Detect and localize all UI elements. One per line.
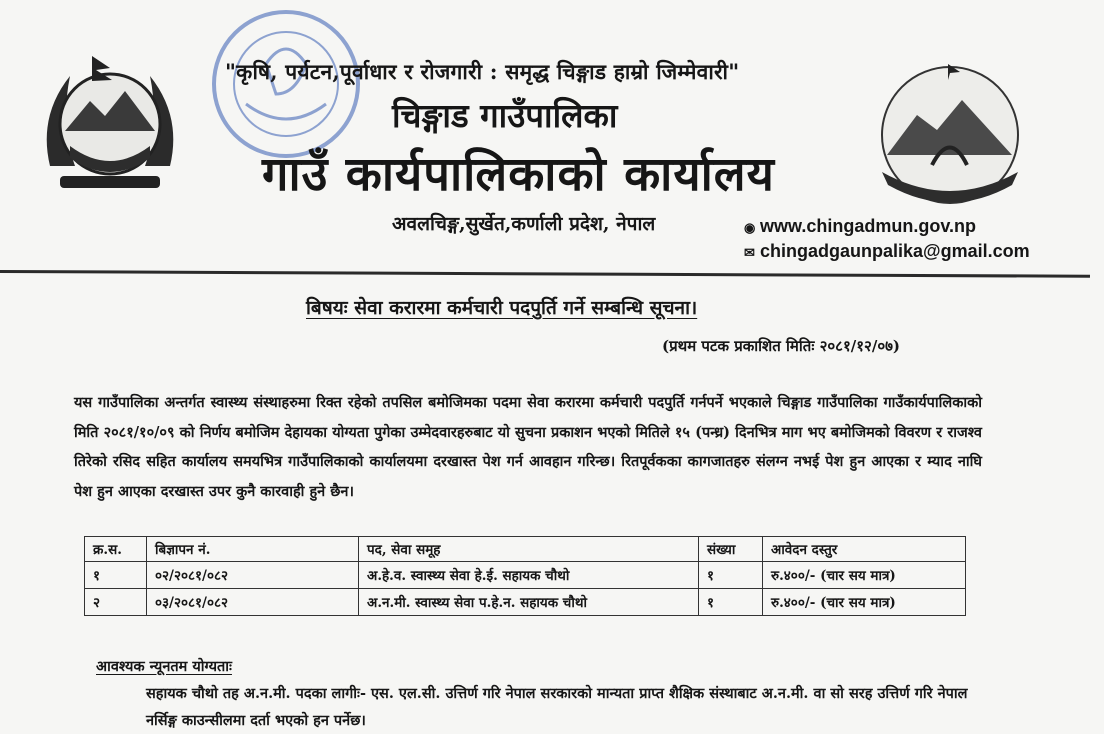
col-serial: क्र.स. [85, 537, 147, 562]
cell-post: अ.न.मी. स्वास्थ्य सेवा प.हे.न. सहायक चौथो [359, 589, 699, 616]
contact-info [744, 216, 1030, 266]
email-line [744, 241, 1030, 266]
qualification-heading: आवश्यक न्यूनतम योग्यताः [96, 658, 232, 675]
organization-name: चिङ्गाड गाउँपालिका [392, 96, 618, 135]
col-ad-number: बिज्ञापन नं. [147, 537, 359, 562]
address: अवलचिङ्ग,सुर्खेत,कर्णाली प्रदेश, नेपाल [392, 213, 656, 235]
notice-subject: बिषयः सेवा करारमा कर्मचारी पदपुर्ति गर्ने सम्बन्धि सूचना। [306, 297, 698, 319]
mail-icon: ✉ [744, 245, 755, 260]
website-link[interactable]: www.chingadmun.gov.np [760, 216, 976, 236]
motto: "कृषि, पर्यटन,पूर्वाधार र रोजगारी : समृद्ध चिङ्गाड हाम्रो जिम्मेवारी" [225, 59, 740, 84]
qualification-text: सहायक चौथो तह अ.न.मी. पदका लागीः- एस. एल.सी. उत्तिर्ण गरि नेपाल सरकारको मान्यता प्राप्त शैक्षिक संस्थाबाट अ.न.मी. वा सो सरह उत्तिर्ण गरि नेपाल नर्सिङ्ग काउन्सीलमा दर्ता भएको हन पर्नेछ। [146, 685, 968, 729]
col-post: पद, सेवा समूह [359, 537, 699, 562]
cell-serial: २ [85, 589, 147, 616]
globe-icon: ◉ [744, 220, 756, 235]
vacancy-table [84, 536, 966, 616]
cell-count: १ [699, 589, 763, 616]
cell-ad-number: ०३/२०८१/०८२ [147, 589, 359, 616]
notice-body: यस गाउँपालिका अन्तर्गत स्वास्थ्य संस्थाहरुमा रिक्त रहेको तपसिल बमोजिमका पदमा सेवा करारमा कर्मचारी पदपुर्ति गर्नपर्ने भएकाले चिङ्गाड गाउँपालिका गाउँकार्यपालिकाको मिति २०८१/१०/०९ को निर्णय बमोजिम देहायका योग्यता पुगेका उम्मेदवारहरुबाट यो सुचना प्रकाशन भएको मितिले १५ (पन्ध्र) दिनभित्र माग भए बमोजिमको विवरण र राजश्व तिरेको रसिद सहित कार्यालय समयभित्र गाउँपालिकाको कार्यालयमा दरखास्त पेश गर्न आवहान गरिन्छ। रितपूर्वकका कागजातहरु संलग्न नभई पेश हुन आएका र म्याद नाघि पेश हुन आएका दरखास्त उपर कुनै कारवाही हुने छैन। [74, 394, 982, 500]
cell-ad-number: ०२/२०८१/०८२ [147, 562, 359, 589]
cell-post: अ.हे.व. स्वास्थ्य सेवा हे.ई. सहायक चौथो [359, 562, 699, 589]
table-row [85, 589, 966, 616]
header-divider [0, 270, 1090, 278]
cell-fee: रु.४००/- (चार सय मात्र) [763, 562, 966, 589]
office-name: गाउँ कार्यपालिकाको कार्यालय [262, 147, 775, 202]
website-line [744, 216, 1030, 241]
col-fee: आवेदन दस्तुर [763, 537, 966, 562]
col-count: संख्या [699, 537, 763, 562]
nepal-emblem-icon [30, 46, 190, 196]
email-link[interactable]: chingadgaunpalika@gmail.com [760, 241, 1030, 261]
cell-count: १ [699, 562, 763, 589]
table-header-row [85, 537, 966, 562]
cell-serial: १ [85, 562, 147, 589]
municipality-logo-icon [862, 60, 1037, 210]
publication-date: (प्रथम पटक प्रकाशित मितिः २०८१/१२/०७) [662, 337, 901, 355]
cell-fee: रु.४००/- (चार सय मात्र) [763, 589, 966, 616]
table-row [85, 562, 966, 589]
